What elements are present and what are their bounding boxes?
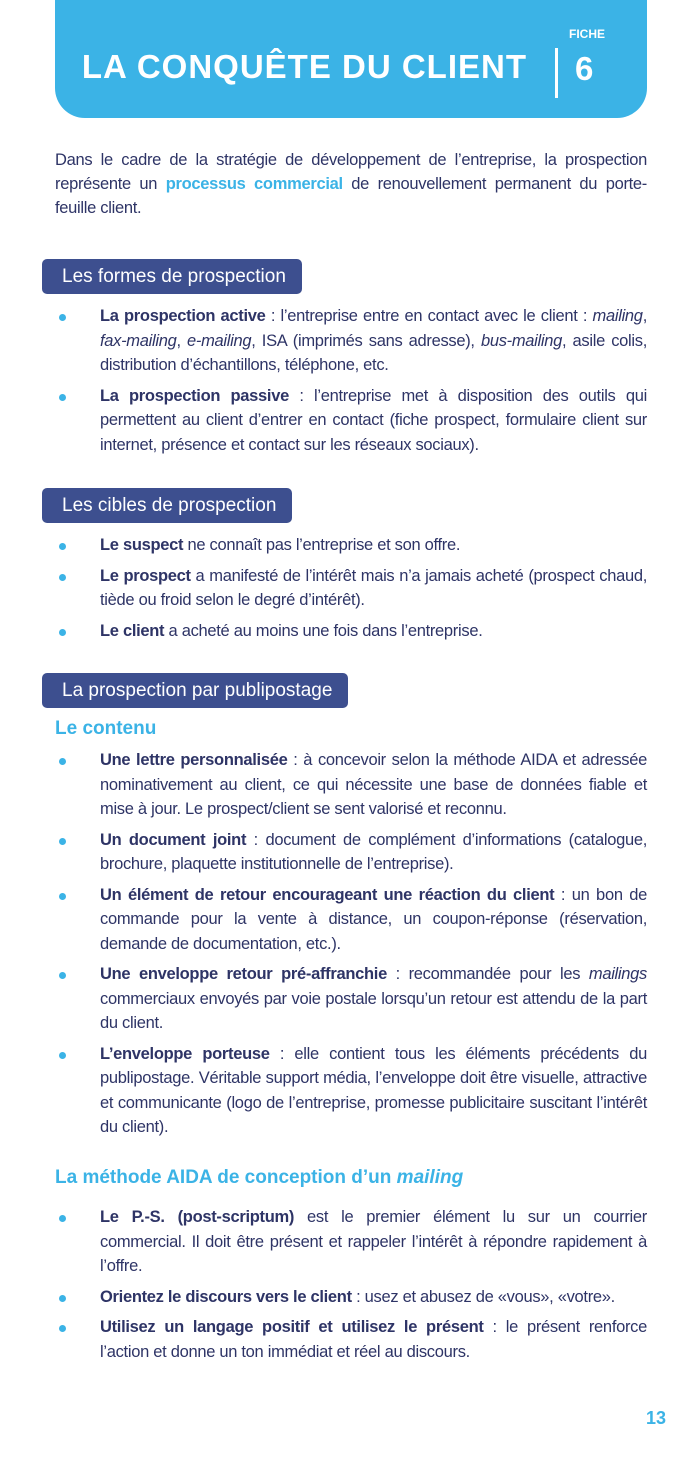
list-item	[55, 748, 647, 822]
bold-term: Une lettre personnalisée	[100, 751, 288, 769]
text-segment: a manifesté de l’intérêt mais n’a jamais acheté (prospect chaud, tiède ou froid selon le degré d’intérêt).	[100, 566, 647, 609]
list-item	[55, 1205, 647, 1279]
text-segment: Dans le cadre de la stratégie de développement de l’entreprise, la prospection représente un	[55, 151, 647, 193]
text-segment: : recommandée pour les	[386, 965, 589, 983]
text-segment: : l’entreprise entre en contact avec le client :	[265, 307, 593, 325]
list-contenu	[55, 748, 647, 1146]
bold-term: La prospection passive	[100, 386, 289, 405]
list-formes	[55, 304, 647, 463]
page-header-banner	[55, 0, 647, 118]
header-divider	[555, 48, 558, 98]
bold-term: Le P.-S. (post-scriptum)	[100, 1208, 295, 1226]
list-item	[55, 1315, 647, 1364]
list-cibles	[55, 533, 647, 649]
highlight-term: processus commercial	[165, 175, 343, 193]
text-segment: ,	[176, 331, 188, 350]
section-label-formes: Les formes de prospection	[42, 259, 302, 294]
text-segment: a acheté au moins une fois dans l’entreprise.	[164, 621, 483, 640]
list-item	[55, 564, 647, 613]
subheading-aida	[55, 1167, 463, 1189]
text-segment: : elle contient tous les éléments précédents du publipostage. Véritable support média, l’enveloppe doit être visuelle, attractive et communicante (logo de l’entreprise, promesse publicitaire suscitant l’intérêt du client).	[100, 1044, 647, 1136]
text-segment: : un bon de commande pour la vente à distance, un coupon-réponse (réservation, demande de documentation, etc.).	[100, 885, 648, 953]
text-segment: ,	[642, 307, 647, 325]
list-item	[55, 304, 647, 378]
subheading-contenu: Le contenu	[55, 718, 157, 739]
intro-paragraph	[55, 148, 647, 220]
section-label-publipostage: La prospection par publipostage	[42, 673, 348, 708]
list-item	[55, 962, 647, 1036]
bold-term: Le prospect	[100, 566, 191, 585]
bold-term: La prospection active	[100, 307, 266, 325]
list-item	[55, 1285, 647, 1310]
bold-term: Le suspect	[100, 536, 184, 554]
bold-term: Une enveloppe retour pré-affranchie	[100, 965, 387, 983]
italic-term: e-mailing	[187, 331, 252, 350]
text-segment: : à concevoir selon la méthode AIDA et adressée nominativement au client, ce qui nécessite une base de données fiable et mise à jour. Le prospect/client se sent valorisé et reconnu.	[100, 751, 647, 818]
bold-term: Le client	[100, 621, 165, 640]
text-segment: : usez et abusez de «vous», «votre».	[351, 1287, 615, 1306]
bold-term: Un document joint	[100, 830, 247, 849]
section-label-cibles: Les cibles de prospection	[42, 488, 292, 523]
text-segment: commerciaux envoyés par voie postale lorsqu’un retour est attendu de la part du client.	[100, 989, 647, 1032]
text-segment: : l’entreprise met à disposition des outils qui permettent au client d’entrer en contact (fiche prospect, formulaire client sur internet, présence et contact sur les réseaux sociaux).	[100, 386, 647, 454]
text-segment: , asile colis, distribution d’échantillons, téléphone, etc.	[100, 331, 648, 374]
page-title: LA CONQUÊTE DU CLIENT	[81, 48, 527, 85]
text-segment: ne connaît pas l’entreprise et son offre.	[183, 536, 461, 554]
italic-term: fax-mailing	[100, 331, 177, 350]
list-item	[55, 1042, 647, 1140]
italic-term: mailing	[592, 307, 643, 325]
page-number: 13	[646, 1408, 667, 1428]
bold-term: Orientez le discours vers le client	[100, 1287, 352, 1306]
text-segment: : le présent renforce l’action et donne un ton immédiat et réel au discours.	[100, 1318, 647, 1361]
text-segment: est le premier élément lu sur un courrier commercial. Il doit être présent et rappeler l’intérêt à répondre rapidement à l’offre.	[100, 1208, 647, 1275]
text-segment: : document de complément d’informations (catalogue, brochure, plaquette institutionnelle de l’entreprise).	[100, 830, 647, 873]
list-aida	[55, 1205, 647, 1370]
bold-term: L’enveloppe porteuse	[100, 1044, 270, 1063]
text-segment: de renouvellement permanent du porte-feuille client.	[55, 175, 648, 217]
list-item	[55, 384, 647, 458]
bold-term: Utilisez un langage positif et utilisez le présent	[100, 1318, 484, 1336]
fiche-label: FICHE	[569, 27, 605, 41]
fiche-number: 6	[575, 50, 594, 87]
bold-term: Un élément de retour encourageant une réaction du client	[100, 885, 555, 904]
subheading-aida-text: La méthode AIDA de conception d’un	[55, 1167, 397, 1188]
list-item	[55, 828, 647, 877]
subheading-aida-italic: mailing	[396, 1167, 464, 1188]
list-item	[55, 883, 647, 957]
italic-term: bus-mailing	[480, 331, 563, 350]
list-item	[55, 533, 647, 558]
text-segment: , ISA (imprimés sans adresse),	[251, 331, 481, 350]
italic-term: mailings	[588, 965, 647, 983]
list-item	[55, 619, 647, 644]
